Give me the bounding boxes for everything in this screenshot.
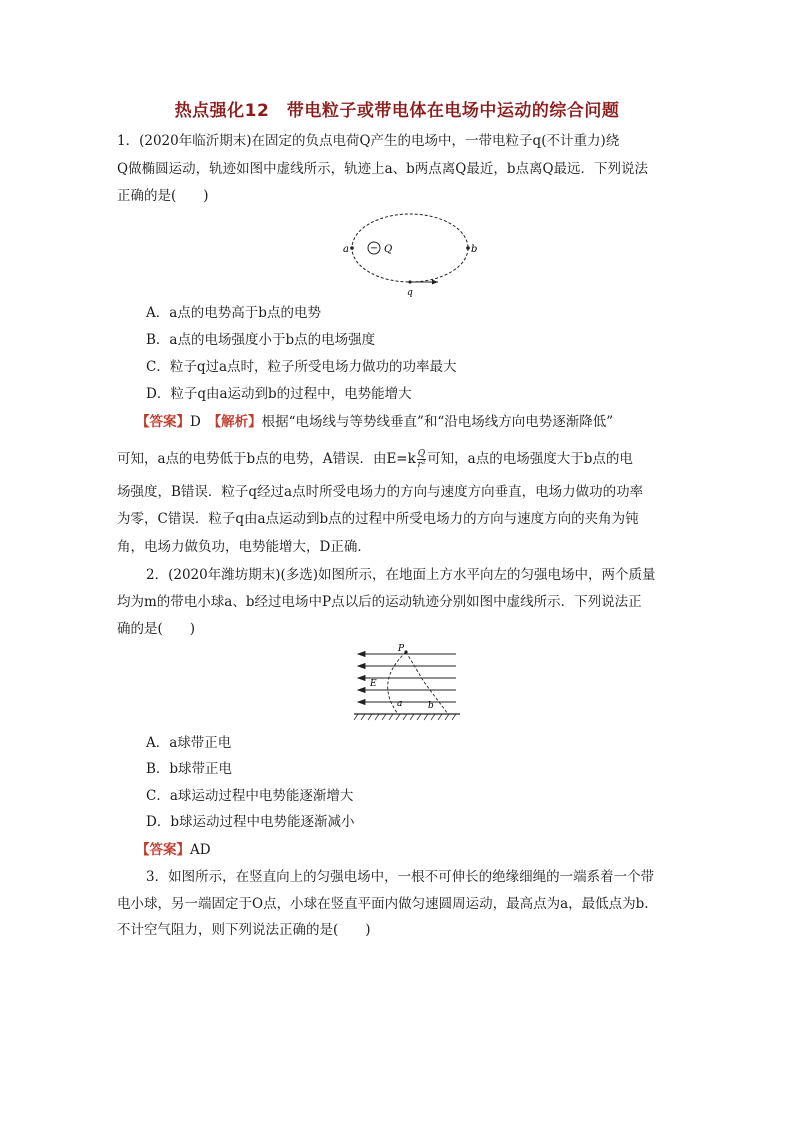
q1-option-d: D．粒子q由a运动到b的过程中，电势能增大 bbox=[146, 386, 412, 402]
q2-answer-value: AD bbox=[190, 842, 211, 858]
q2-label-P: P bbox=[398, 644, 405, 654]
q1-option-a: A．a点的电势高于b点的电势 bbox=[146, 305, 321, 321]
q2-option-b: B．b球带正电 bbox=[146, 761, 233, 777]
q2-answer-line bbox=[136, 837, 696, 863]
q2-field-figure bbox=[352, 642, 464, 724]
q2-stem-line3: 确的是( ) bbox=[117, 621, 196, 637]
q1-stem-line2: Q做椭圆运动，轨迹如图中虚线所示，轨迹上a、b两点离Q最近，b点离Q最远．下列说法 bbox=[117, 161, 649, 177]
q1-analysis-tag: 【解析】 bbox=[214, 414, 262, 430]
q1-ellipse-figure bbox=[340, 208, 480, 300]
q1-label-q: q bbox=[407, 288, 413, 298]
q1-answer-line bbox=[136, 409, 696, 435]
q1-formula-fraction bbox=[417, 449, 426, 470]
q1-label-Q: Q bbox=[384, 244, 393, 255]
q1-analysis-line1: 根据“电场线与等势线垂直”和“沿电场线方向电势逐渐降低” bbox=[261, 414, 614, 430]
q3-stem-line3: 不计空气阻力，则下列说法正确的是( ) bbox=[117, 922, 371, 938]
q1-analysis-line5: 角，电场力做负功，电势能增大，D正确． bbox=[117, 539, 371, 555]
q1-analysis-line2b: 可知，a点的电场强度大于b点的电 bbox=[427, 451, 633, 467]
q1-stem-line3: 正确的是( ) bbox=[117, 188, 209, 204]
q1-answer-tag: 【答案】 bbox=[136, 414, 190, 430]
q2-option-a: A．a球带正电 bbox=[146, 735, 232, 751]
q2-option-d: D．b球运动过程中电势能逐渐减小 bbox=[146, 814, 355, 830]
page-title: 热点强化12 带电粒子或带电体在电场中运动的综合问题 bbox=[174, 101, 620, 121]
q1-analysis-line2a: 可知，a点的电势低于b点的电势，A错误．由E=k bbox=[117, 451, 416, 467]
q1-option-b: B．a点的电场强度小于b点的电场强度 bbox=[146, 332, 376, 348]
q1-analysis-line2 bbox=[117, 446, 677, 472]
q1-answer-value: D bbox=[190, 414, 201, 430]
q1-fraction-numerator: Q bbox=[417, 449, 426, 459]
q3-stem-line1: 3．如图所示，在竖直向上的匀强电场中，一根不可伸长的绝缘细绳的一端系着一个带 bbox=[146, 869, 655, 885]
q2-option-c: C．a球运动过程中电势能逐渐增大 bbox=[146, 788, 354, 804]
q1-label-b: b bbox=[471, 244, 478, 255]
q1-analysis-line4: 为零，C错误．粒子q由a点运动到b点的过程中所受电场力的方向与速度方向的夹角为钝 bbox=[117, 511, 639, 527]
q2-answer-tag: 【答案】 bbox=[136, 842, 190, 858]
q3-stem-line2: 电小球，另一端固定于O点，小球在竖直平面内做匀速圆周运动，最高点为a，最低点为b. bbox=[117, 896, 649, 912]
q2-label-E: E bbox=[370, 679, 377, 689]
q1-option-c: C．粒子q过a点时，粒子所受电场力做功的功率最大 bbox=[146, 359, 457, 375]
q1-label-a: a bbox=[343, 244, 349, 255]
q2-label-b: b bbox=[428, 701, 434, 711]
q1-fraction-denominator: r² bbox=[417, 460, 426, 470]
q1-minus-sign: − bbox=[369, 243, 379, 254]
q2-stem-line1: 2．(2020年潍坊期末)(多选)如图所示，在地面上方水平向左的匀强电场中，两个质量 bbox=[146, 567, 656, 583]
q2-stem-line2: 均为m的带电小球a、b经过电场中P点以后的运动轨迹分别如图中虚线所示．下列说法正 bbox=[117, 594, 642, 610]
q1-analysis-line3: 场强度，B错误．粒子q经过a点时所受电场力的方向与速度方向垂直，电场力做功的功率 bbox=[117, 484, 644, 500]
q2-label-a: a bbox=[397, 699, 403, 709]
q1-stem-line1: 1．(2020年临沂期末)在固定的负点电荷Q产生的电场中，一带电粒子q(不计重力)绕 bbox=[117, 133, 620, 149]
